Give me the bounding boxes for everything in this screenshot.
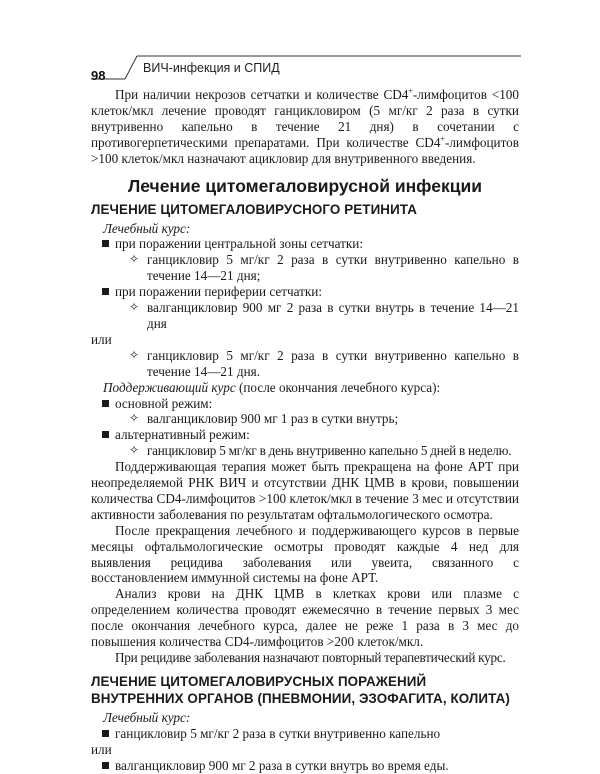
diamond-bullet-icon: ✧ <box>129 443 139 458</box>
page-header <box>0 0 600 90</box>
or-text: или <box>91 741 112 757</box>
diamond-bullet-icon: ✧ <box>129 411 140 426</box>
list-item: при поражении центральной зоны сетчатки: <box>91 236 519 252</box>
page-number: 98 <box>91 68 106 83</box>
paragraph: Анализ крови на ДНК ЦМВ в клетках крови или плазме с определением количества проводят ежемесячно в течение первых 3 мес после окончания лечебного курса, далее не реже 1 раза в 3 мес до повышения количества CD4-лимфоцитов >200 клеток/мкл. <box>91 586 519 650</box>
square-bullet-icon <box>102 400 109 407</box>
paragraph: Поддерживающая терапия может быть прекращена на фоне АРТ при неопределяемой РНК ВИЧ и отсутствии ДНК ЦМВ в крови, повышении количества CD4-лимфоцитов >100 клеток/мкл в течение 3 мес и отсутствии активности заболевания по результатам офтальмологического осмотра. <box>91 459 519 522</box>
section2-heading: ЛЕЧЕНИЕ ЦИТОМЕГАЛОВИРУСНЫХ ПОРАЖЕНИЙ ВНУТРЕННИХ ОРГАНОВ (ПНЕВМОНИИ, ЭЗОФАГИТА, КОЛИТА) <box>91 673 510 706</box>
intro-paragraph: При наличии некрозов сетчатки и количестве CD4+-лимфоцитов <100 клеток/мкл лечение проводят ганцикловиром (5 мг/кг 2 раза в сутки внутривенно капельно в течение 21 дня) в сочетании с противогерпетическими препаратами. При количестве CD4+-лимфоцитов >100 клеток/мкл назначают ацикловир для внутривенного введения. <box>91 86 519 166</box>
course-label: Лечебный курс: <box>103 220 191 236</box>
paragraph: При рецидиве заболевания назначают повторный терапевтический курс. <box>115 650 506 665</box>
list-subitem: ✧ ганцикловир 5 мг/кг в день внутривенно капельно 5 дней в неделю. <box>129 443 512 459</box>
square-bullet-icon <box>102 240 109 247</box>
list-subitem: ✧ ганцикловир 5 мг/кг 2 раза в сутки внутривенно капельно в течение 14—21 дня; <box>129 252 519 284</box>
list-item: ганцикловир 5 мг/кг 2 раза в сутки внутривенно капельно <box>91 726 519 742</box>
diamond-bullet-icon: ✧ <box>129 347 140 362</box>
list-subitem: ✧ валганцикловир 900 мг 2 раза в сутки внутрь в течение 14—21 дня <box>129 300 519 331</box>
section1-heading: ЛЕЧЕНИЕ ЦИТОМЕГАЛОВИРУСНОГО РЕТИНИТА <box>91 201 418 217</box>
maintenance-label: Поддерживающий курс (после окончания лечебного курса): <box>103 379 441 395</box>
diamond-bullet-icon: ✧ <box>129 252 140 267</box>
list-item: валганцикловир 900 мг 2 раза в сутки внутрь во время еды. <box>91 758 519 774</box>
diamond-bullet-icon: ✧ <box>129 300 140 315</box>
paragraph: После прекращения лечебного и поддерживающего курсов в первые месяцы офтальмологические осмотры проводят каждые 4 нед для выявления рецидива заболевания или увеита, связанного с восстановлением иммунной системы на фоне АРТ. <box>91 522 519 586</box>
list-item: основной режим: <box>91 396 519 412</box>
page-body <box>91 87 519 774</box>
header-rule <box>0 0 600 90</box>
course-label: Лечебный курс: <box>103 709 191 725</box>
square-bullet-icon <box>102 762 109 769</box>
list-subitem: ✧ ганцикловир 5 мг/кг 2 раза в сутки внутривенно капельно в течение 14—21 дня. <box>129 347 519 379</box>
running-title: ВИЧ-инфекция и СПИД <box>143 61 280 75</box>
main-heading: Лечение цитомегаловирусной инфекции <box>127 175 483 196</box>
list-subitem: ✧ валганцикловир 900 мг 1 раз в сутки внутрь; <box>129 411 399 427</box>
square-bullet-icon <box>102 431 109 438</box>
or-text: или <box>91 331 112 347</box>
square-bullet-icon <box>102 730 109 737</box>
list-item: при поражении периферии сетчатки: <box>91 284 519 300</box>
square-bullet-icon <box>102 288 109 295</box>
list-item: альтернативный режим: <box>91 427 519 443</box>
